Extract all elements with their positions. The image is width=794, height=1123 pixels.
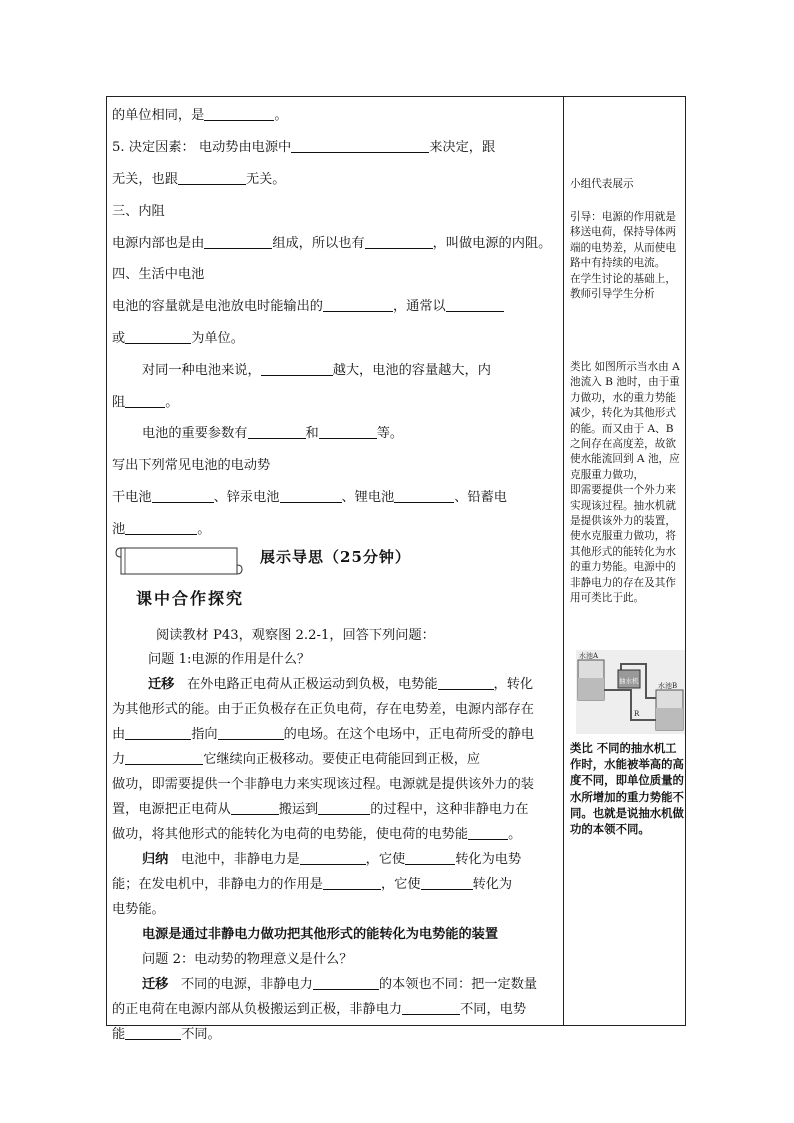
line-capacity [112,295,504,314]
blank[interactable] [421,888,473,890]
blank[interactable] [125,533,197,535]
blank[interactable] [300,863,366,865]
pump-label-b: 水池B [658,682,678,690]
analogy-text-3: 类比 不同的抽水机工作时，水能被举高的高度不同，即单位质量的水所增加的重力势能不同。也就是说抽水机做功的本领不同。 [570,741,684,837]
text: 的本领也不同：把一定数量 [378,977,538,992]
line-batteries-2 [112,518,210,537]
blank[interactable] [319,437,377,439]
side-guide [570,210,686,302]
blank[interactable] [468,838,508,840]
pump-label-r: R [634,710,640,718]
side-analogy-1 [570,360,686,607]
blank[interactable] [365,247,433,249]
text: 无关，也跟 [112,172,178,187]
text: 置，电源把正电荷从 [112,802,231,817]
blank[interactable] [125,1038,181,1040]
sub-title: 课中合作探究 [136,589,245,608]
line-t7 [112,823,521,842]
blank[interactable] [125,738,191,740]
blank[interactable] [178,183,246,185]
line-t4 [112,748,480,767]
line-factor-2 [112,168,286,187]
blank[interactable] [313,988,379,990]
text: 为单位。 [191,331,244,346]
conclusion: 电源是通过非静电力做功把其他形式的能转化为电势能的装置 [142,927,499,942]
blank[interactable] [231,813,279,815]
line-u2 [112,998,526,1017]
blank[interactable] [280,501,342,503]
blank[interactable] [402,1013,460,1015]
label: 迁移 [148,677,175,692]
text: 来决定，跟 [429,140,496,155]
text: 、铅蓄电 [454,490,507,505]
line-t6 [112,798,529,817]
text: 。 [508,827,522,842]
line-unit [112,104,288,123]
line-transfer-2 [142,973,537,992]
line-batteries [112,486,507,505]
text: 。 [197,522,211,537]
text: 指向 [191,727,218,742]
text: 在外电路正电荷从正极运动到负极，电势能 [186,677,438,692]
blank[interactable] [261,374,333,376]
line-parameters [142,422,403,441]
text: 电池中，非静电力是 [180,852,300,867]
text: 的正电荷在电源内部从负极搬运到正极，非静电力 [112,1002,403,1017]
text: 转化为 [472,877,513,892]
text: 组成，所以也有 [272,236,365,251]
line-t2: 为其他形式的能。由于正负极存在正负电荷，存在电势差，电源内部存在 [112,702,534,717]
side-group-show: 小组代表展示 [570,178,634,190]
line-transfer-1 [148,673,533,692]
text: 。 [165,395,179,410]
text: 力 [112,752,126,767]
blank[interactable] [125,763,203,765]
text: 转化为电势 [455,852,522,867]
text: 不同，电势 [460,1002,527,1017]
text: 不同。 [181,1027,221,1042]
text: 的电场。在这个电场中，正电荷所受的静电 [283,727,535,742]
text: 的过程中，这种非静电力在 [370,802,529,817]
text: 5. 决定因素： 电动势由电源中 [112,140,292,155]
line-summary-3: 电势能。 [112,902,165,917]
label: 迁移 [142,977,169,992]
text: 搬运到 [278,802,319,817]
blank[interactable] [405,863,455,865]
text: 不同的电源，非静电力 [180,977,313,992]
text: 无关。 [245,172,286,187]
text: 、锂电池 [341,490,395,505]
text: 、锌汞电池 [213,490,280,505]
text: 对同一种电池来说， [142,363,261,378]
line-factor [112,136,495,155]
text: 干电池 [112,490,152,505]
section-title: 展示导思（25分钟） [260,548,411,566]
text: 越大，电池的容量越大，内 [332,363,491,378]
blank[interactable] [125,342,191,344]
text: ，转化 [493,677,534,692]
blank[interactable] [438,688,494,690]
line-write-emf: 写出下列常见电池的电动势 [112,458,271,473]
blank[interactable] [446,310,504,312]
analogy-text-2: 即需要提供一个外力来实现该过程。抽水机就是提供该外力的装置，使水克服重力做功，将其他形式的能转化为水的重力势能。电源中的非静电力的存在及其作用可类比于此。 [570,484,676,605]
blank[interactable] [125,406,165,408]
pump-label-a: 水池A [579,652,599,660]
heading-internal-resistance: 三、内阻 [112,204,165,219]
text: ，它使 [381,877,421,892]
line-resistance [112,391,178,410]
line-read: 阅读教材 P43，观察图 2.2-1，回答下列问题： [156,628,435,643]
label: 归纳 [142,852,169,867]
teacher-text: 在学生讨论的基础上，教师引导学生分析 [570,272,676,301]
text: 和 [305,426,319,441]
text: 能；在发电机中，非静电力的作用是 [112,877,323,892]
line-internal [112,232,551,251]
text: 。 [274,108,288,123]
line-summary-2 [112,873,512,892]
blank[interactable] [204,247,272,249]
text: ，叫做电源的内阻。 [432,236,552,251]
text: 电源内部也是由 [112,236,205,251]
pump-label-machine: 抽水机 [619,677,639,685]
column-divider [563,96,564,1026]
side-analogy-2 [570,740,686,837]
analogy-text: 类比 如图所示当水由 A 池流入 B 池时，由于重力做功，水的重力势能减少，转化为其他形式的能。而又由于 A、B 之间存在高度差，故欲使水能流回到 A 池，应克服重力做功， [570,361,680,481]
text: 的单位相同，是 [112,108,205,123]
blank[interactable] [248,437,306,439]
scroll-banner-icon [115,542,243,580]
water-pump-diagram [576,650,685,734]
question-1: 问题 1:电源的作用是什么？ [148,652,311,667]
line-same-battery [142,359,491,378]
text: ，通常以 [393,299,446,314]
text: ，它使 [365,852,406,867]
side-notes [570,177,686,192]
blank[interactable] [323,310,393,312]
guide-text: 引导：电源的作用就是移送电荷，保持导体两端的电势差，从而使电路中有持续的电流。 [570,211,676,270]
line-unit-2 [112,327,244,346]
text: 电池的容量就是电池放电时能输出的 [112,299,323,314]
text: 它继续向正极移动。要使正电荷能回到正极，应 [203,752,481,767]
text: 阻 [112,395,126,410]
blank[interactable] [291,151,429,153]
line-t3 [112,723,534,742]
text: 池 [112,522,126,537]
text: 做功，将其他形式的能转化为电荷的电势能，使电荷的电势能 [112,827,469,842]
text: 能 [112,1027,126,1042]
heading-battery: 四、生活中电池 [112,267,205,282]
question-2: 问题 2：电动势的物理意义是什么？ [142,952,353,967]
line-u3 [112,1023,221,1042]
text: 或 [112,331,126,346]
line-t5: 做功，即需要提供一个非静电力来实现该过程。电源就是提供该外力的装 [112,777,534,792]
text: 等。 [376,426,404,441]
blank[interactable] [318,813,370,815]
blank[interactable] [323,888,381,890]
blank[interactable] [204,119,274,121]
blank[interactable] [394,501,454,503]
text: 电池的重要参数有 [142,426,248,441]
blank[interactable] [152,501,214,503]
text: 由 [112,727,126,742]
blank[interactable] [218,738,284,740]
line-summary-1 [142,848,521,867]
